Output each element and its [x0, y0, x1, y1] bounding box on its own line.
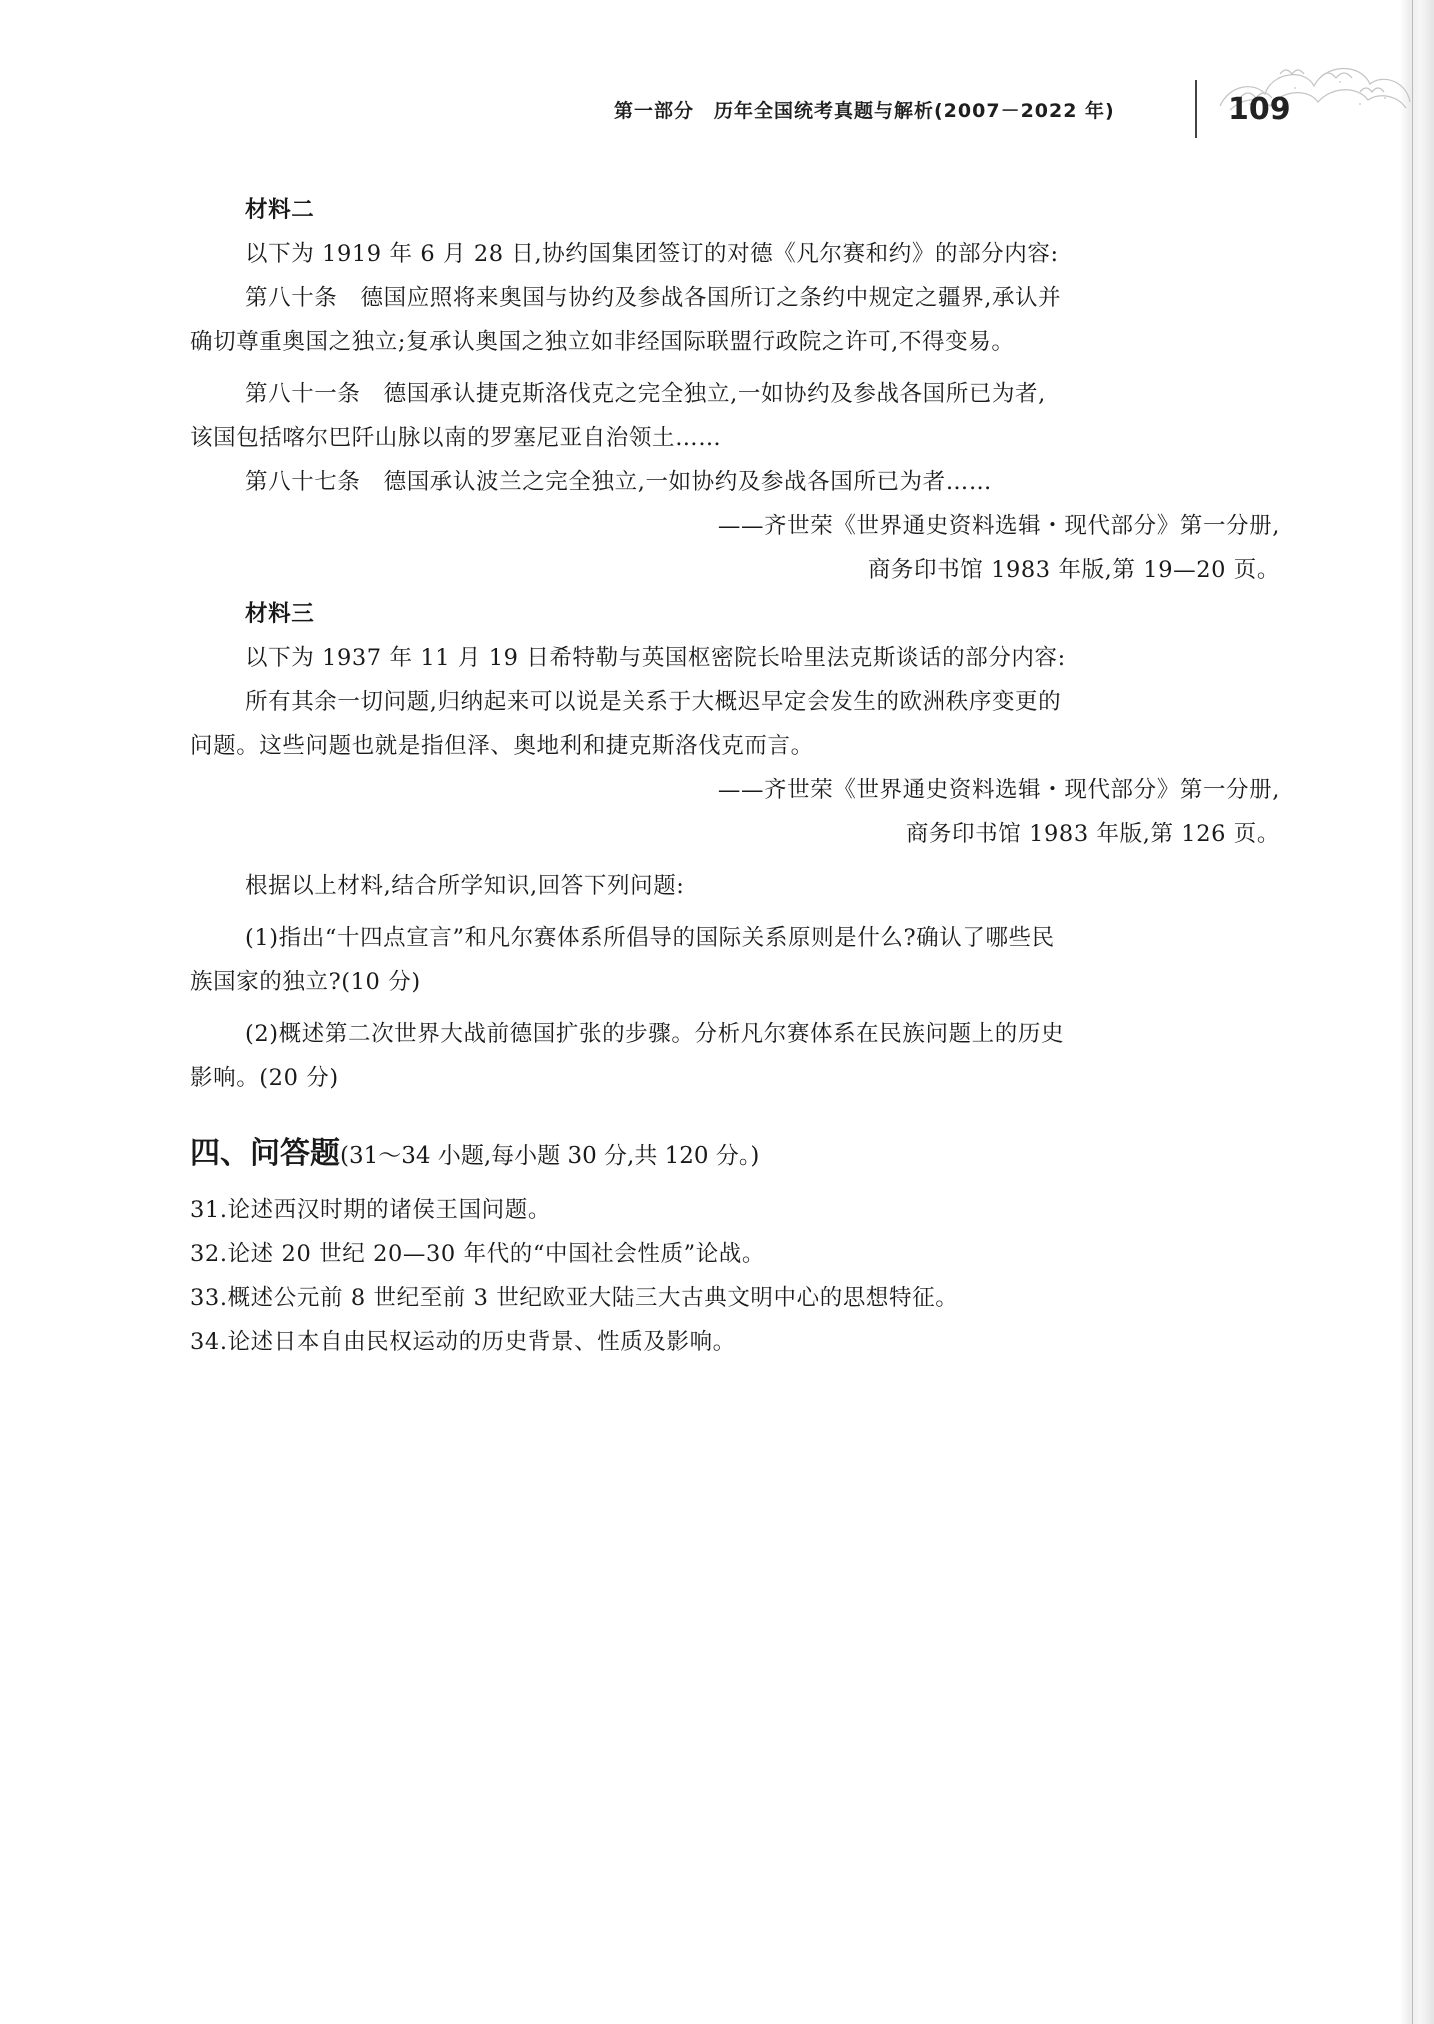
page-number: 109: [1228, 92, 1291, 127]
question2-line1: (2)概述第二次世界大战前德国扩张的步骤。分析凡尔赛体系在民族问题上的历史: [245, 1021, 1065, 1047]
question2-line2: 影响。(20 分): [190, 1065, 339, 1091]
page-edge-line: [1412, 0, 1413, 2024]
essay-question: 31.论述西汉时期的诸侯王国问题。: [190, 1197, 551, 1223]
material3-heading: 材料三: [245, 601, 315, 627]
material3-intro: 以下为 1937 年 11 月 19 日希特勒与英国枢密院长哈里法克斯谈话的部分内容:: [245, 645, 1066, 671]
essay-question: 32.论述 20 世纪 20—30 年代的“中国社会性质”论战。: [190, 1241, 765, 1267]
material2-art80-line1: 第八十条 德国应照将来奥国与协约及参战各国所订之条约中规定之疆界,承认并: [245, 285, 1062, 311]
material2-intro: 以下为 1919 年 6 月 28 日,协约国集团签订的对德《凡尔赛和约》的部分内容:: [245, 241, 1059, 267]
page-body: [190, 188, 1280, 1364]
material3-source-line2: 商务印书馆 1983 年版,第 126 页。: [905, 821, 1280, 847]
material2-source-line1: ——齐世荣《世界通史资料选辑・现代部分》第一分册,: [717, 513, 1280, 539]
material3-quote-line2: 问题。这些问题也就是指但泽、奥地利和捷克斯洛伐克而言。: [190, 733, 814, 759]
section4-title: [190, 1128, 1280, 1180]
material2-heading: 材料二: [245, 197, 315, 223]
material2-art81-line2: 该国包括喀尔巴阡山脉以南的罗塞尼亚自治领土……: [190, 425, 722, 451]
section4-label: 四、问答题: [190, 1136, 340, 1171]
material2-art80-line2: 确切尊重奥国之独立;复承认奥国之独立如非经国际联盟行政院之许可,不得变易。: [190, 329, 1015, 355]
questions-prompt: 根据以上材料,结合所学知识,回答下列问题:: [245, 873, 685, 899]
material3-quote-line1: 所有其余一切问题,归纳起来可以说是关系于大概迟早定会发生的欧洲秩序变更的: [245, 689, 1062, 715]
question1-line1: (1)指出“十四点宣言”和凡尔赛体系所倡导的国际关系原则是什么?确认了哪些民: [245, 925, 1055, 951]
header-divider: [1195, 80, 1197, 138]
page-edge-shadow: [1400, 0, 1434, 2024]
essay-question: 34.论述日本自由民权运动的历史背景、性质及影响。: [190, 1329, 736, 1355]
running-header: 第一部分 历年全国统考真题与解析(2007－2022 年): [614, 100, 1115, 122]
material2-art87: 第八十七条 德国承认波兰之完全独立,一如协约及参战各国所已为者……: [245, 469, 992, 495]
essay-question: 33.概述公元前 8 世纪至前 3 世纪欧亚大陆三大古典文明中心的思想特征。: [190, 1285, 959, 1311]
section4-note: (31～34 小题,每小题 30 分,共 120 分。): [340, 1143, 760, 1169]
material3-source-line1: ——齐世荣《世界通史资料选辑・现代部分》第一分册,: [717, 777, 1280, 803]
material2-art81-line1: 第八十一条 德国承认捷克斯洛伐克之完全独立,一如协约及参战各国所已为者,: [245, 381, 1046, 407]
question1-line2: 族国家的独立?(10 分): [190, 969, 421, 995]
material2-source-line2: 商务印书馆 1983 年版,第 19—20 页。: [867, 557, 1280, 583]
